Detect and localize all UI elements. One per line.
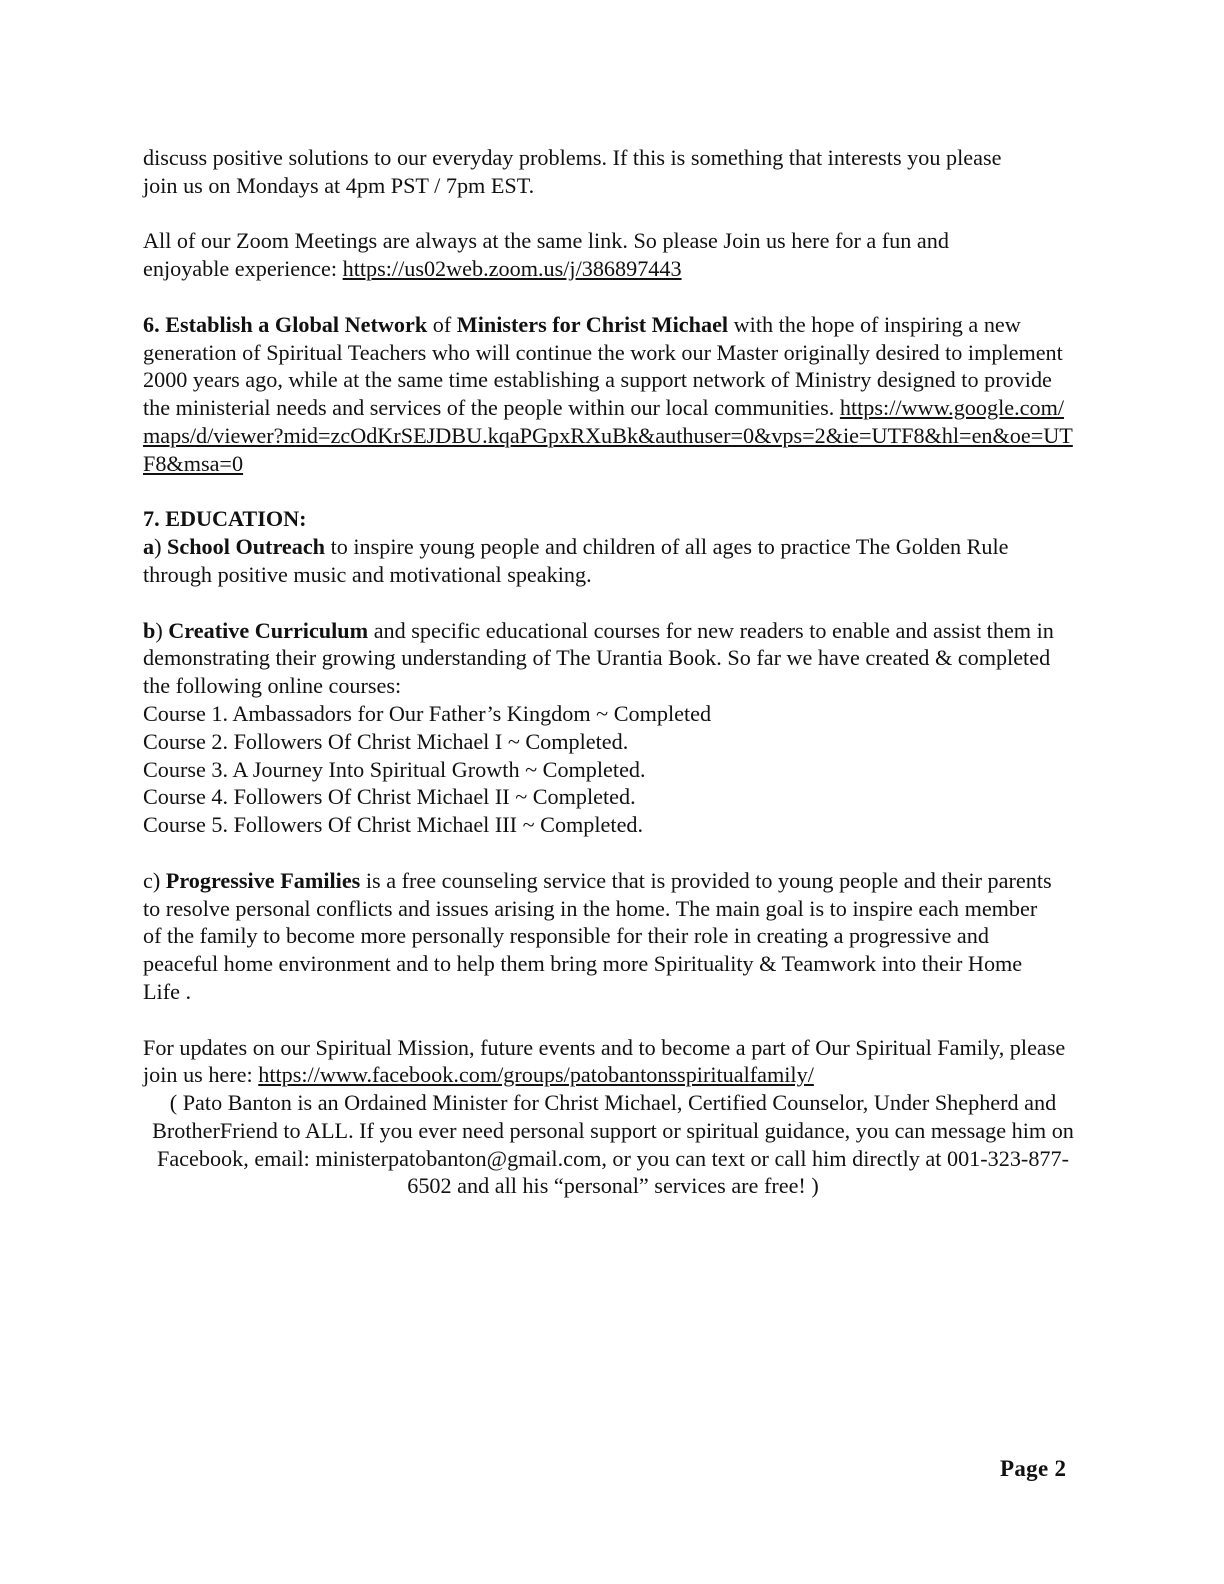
updates-paragraph <box>143 1034 1078 1090</box>
spacer <box>143 283 1083 311</box>
education-b-paren: ) <box>155 617 169 643</box>
course-item: Course 1. Ambassadors for Our Father’s Kingdom ~ Completed <box>143 700 712 726</box>
course-item: Course 3. A Journey Into Spiritual Growth ~ Completed. <box>143 756 646 782</box>
google-maps-link[interactable]: https://www.google.com/maps/d/viewer?mid=zcOdKrSEJDBU.kqaPGpxRXuBk&authuser=0&vps=2&ie=UTF8&hl=en&oe=UTF8&msa=0 <box>143 395 1073 476</box>
updates-text: For updates on our Spiritual Mission, future events and to become a part of Our Spiritual Family, please join us here: <box>143 1034 1066 1088</box>
school-outreach-title: School Outreach <box>167 534 326 560</box>
spacer <box>143 478 1083 506</box>
item-6-number: 6. <box>143 311 166 337</box>
progressive-families-title: Progressive Families <box>165 867 361 893</box>
education-b-paragraph <box>143 617 1058 700</box>
education-heading <box>143 505 1083 533</box>
contact-note: ( Pato Banton is an Ordained Minister for Christ Michael, Certified Counselor, Under Shepherd and BrotherFriend to ALL. If you ever need personal support or spiritual guidance, you can message him on Facebook, email: ministerpatobanton@gmail.com, or you can text or call him directly at 001-323-877-6502 and all his “personal” services are free! ) <box>152 1090 1074 1199</box>
intro-line-1: discuss positive solutions to our everyday problems. If this is something that interests you please <box>143 145 1002 170</box>
spacer <box>143 1006 1083 1034</box>
course-item: Course 2. Followers Of Christ Michael I ~ Completed. <box>143 728 629 754</box>
education-b-letter: b <box>143 617 156 643</box>
creative-curriculum-text: and specific educational courses for new readers to enable and assist them in demonstrating their growing understanding of The Urantia Book. So far we have created & completed the following online courses: <box>143 617 1054 699</box>
page-number: Page 2 <box>1000 1456 1067 1481</box>
intro-paragraph <box>143 144 1083 200</box>
item-6-connector: of <box>427 311 457 337</box>
course-list <box>143 700 1083 839</box>
education-a-paragraph <box>143 533 1043 589</box>
item-6-paragraph <box>143 311 1073 478</box>
course-item: Course 5. Followers Of Christ Michael III ~ Completed. <box>143 812 644 838</box>
item-6-title: Establish a Global Network <box>165 311 428 337</box>
item-6-text: with the hope of inspiring a new generation of Spiritual Teachers who will continue the work our Master originally desired to implement 2000 years ago, while at the same time establishing a support network of Ministry designed to provide the ministerial needs and services of the people within our local communities. <box>143 311 1063 421</box>
item-6-ministers-title: Ministers for Christ Michael <box>456 311 729 337</box>
education-a-paren: ) <box>154 534 168 560</box>
creative-curriculum-title: Creative Curriculum <box>168 617 369 643</box>
spacer <box>143 589 1083 617</box>
zoom-meeting-link[interactable]: https://us02web.zoom.us/j/386897443 <box>342 256 682 282</box>
education-c-letter: c) <box>143 867 166 893</box>
zoom-text: All of our Zoom Meetings are always at the same link. So please Join us here for a fun and enjoyable experience: <box>143 228 949 282</box>
education-heading-text: 7. EDUCATION: <box>143 506 307 532</box>
education-a-letter: a <box>143 534 155 560</box>
facebook-group-link[interactable]: https://www.facebook.com/groups/patobantonsspiritualfamily/ <box>258 1062 814 1088</box>
spacer <box>143 839 1083 867</box>
spacer <box>143 200 1083 228</box>
intro-line-2: join us on Mondays at 4pm PST / 7pm EST. <box>143 172 535 198</box>
school-outreach-text: to inspire young people and children of all ages to practice The Golden Rule through positive music and motivational speaking. <box>143 534 1009 587</box>
course-item: Course 4. Followers Of Christ Michael II ~ Completed. <box>143 784 636 810</box>
zoom-paragraph <box>143 227 1013 283</box>
education-c-paragraph <box>143 867 1058 1006</box>
progressive-families-text: is a free counseling service that is provided to young people and their parents to resolve personal conflicts and issues arising in the home. The main goal is to inspire each member of the family to become more personally responsible for their role in creating a progressive and peaceful home environment and to help them bring more Spirituality & Teamwork into their Home Life . <box>143 867 1052 1004</box>
document-body <box>143 144 1083 1200</box>
